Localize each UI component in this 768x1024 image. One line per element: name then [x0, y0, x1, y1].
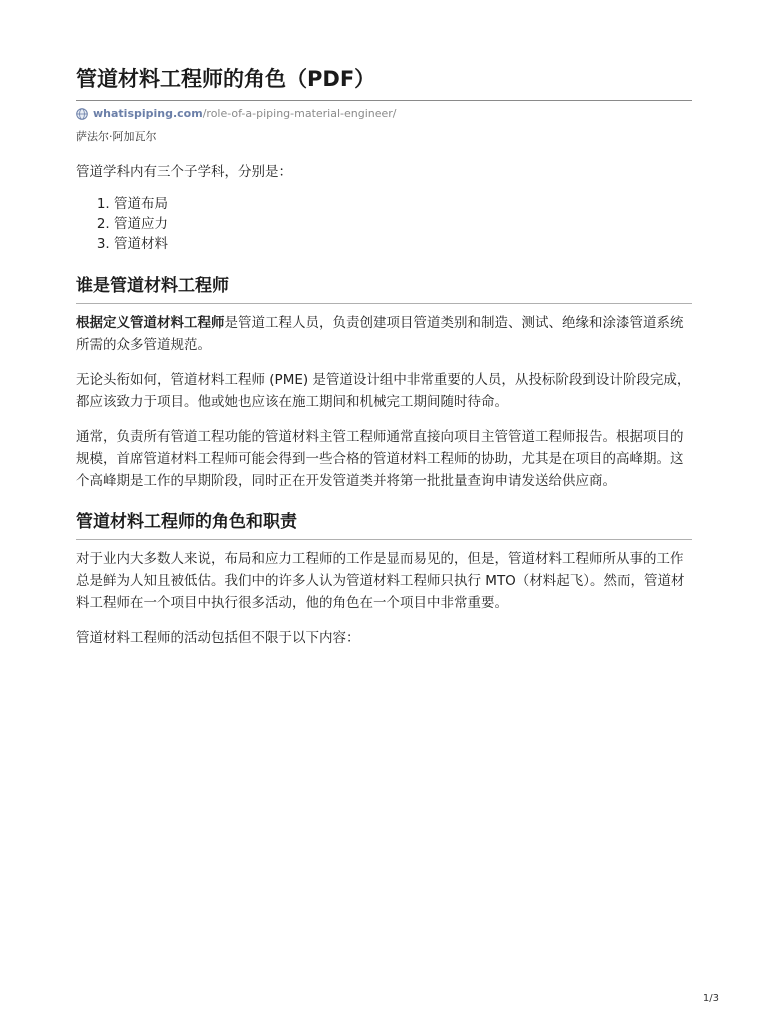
source-line: [76, 107, 692, 121]
definition-paragraph: [76, 312, 692, 356]
pme-paragraph: 无论头衔如何，管道材料工程师 (PME) 是管道设计组中非常重要的人员，从投标阶段到设计阶段完成，都应该致力于项目。他或她也应该在施工期间和机械完工期间随时待命。: [76, 372, 691, 410]
intro-paragraph: 管道学科内有三个子学科，分别是：: [76, 164, 292, 180]
list-item: 1. 管道布局: [114, 194, 692, 214]
list-item: 3. 管道材料: [114, 234, 692, 254]
activities-intro-paragraph: 管道材料工程师的活动包括但不限于以下内容：: [76, 630, 360, 646]
source-domain-link[interactable]: whatispiping.com: [93, 107, 203, 120]
definition-text: 是管道工程人员，负责创建项目管道类别和制造、测试、绝缘和涂漆管道系统所需的众多管道规范。: [76, 315, 684, 353]
source-path: /role-of-a-piping-material-engineer/: [202, 107, 397, 120]
document-title: 管道材料工程师的角色（PDF）: [76, 64, 692, 101]
globe-icon: [76, 108, 88, 120]
author-name: 萨法尔·阿加瓦尔: [76, 130, 157, 143]
list-item: 2. 管道应力: [114, 214, 692, 234]
document-page: [76, 64, 692, 649]
reporting-paragraph: 通常，负责所有管道工程功能的管道材料主管工程师通常直接向项目主管管道工程师报告。根据项目的规模，首席管道材料工程师可能会得到一些合格的管道材料工程师的协助，尤其是在项目的高峰期。这个高峰期是工作的早期阶段，同时正在开发管道类并将第一批批量查询申请发送给供应商。: [76, 429, 684, 489]
section-heading-who: 谁是管道材料工程师: [76, 274, 692, 304]
section-heading-roles: 管道材料工程师的角色和职责: [76, 510, 692, 540]
definition-bold-lead: 根据定义管道材料工程师: [76, 315, 225, 331]
page-number: 1/3: [702, 993, 719, 1004]
sub-discipline-list: [76, 194, 692, 254]
roles-paragraph: 对于业内大多数人来说，布局和应力工程师的工作是显而易见的，但是，管道材料工程师所从事的工作总是鲜为人知且被低估。我们中的许多人认为管道材料工程师只执行 MTO（材料起飞）。然而，管道材料工程师在一个项目中执行很多活动，他的角色在一个项目中非常重要。: [76, 551, 685, 611]
